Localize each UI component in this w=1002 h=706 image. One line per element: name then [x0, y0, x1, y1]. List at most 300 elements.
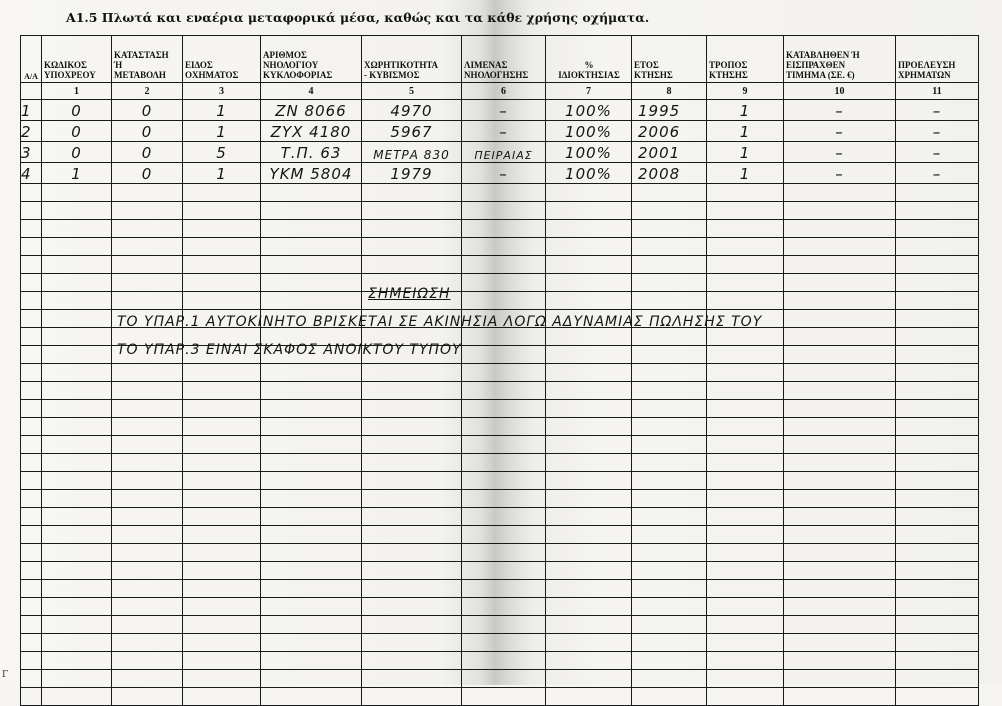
empty-cell — [784, 454, 896, 472]
empty-cell — [261, 418, 362, 436]
empty-cell — [896, 454, 979, 472]
empty-cell — [261, 436, 362, 454]
empty-table-row — [21, 580, 979, 598]
empty-cell — [42, 328, 112, 346]
empty-cell — [707, 364, 784, 382]
empty-cell — [707, 616, 784, 634]
empty-cell — [546, 292, 632, 310]
empty-cell — [362, 616, 462, 634]
empty-cell — [42, 310, 112, 328]
empty-cell — [896, 364, 979, 382]
cell-status-change: 0 — [112, 163, 183, 184]
empty-cell — [183, 292, 261, 310]
empty-cell — [462, 580, 546, 598]
empty-cell — [261, 598, 362, 616]
empty-cell — [42, 220, 112, 238]
empty-cell — [462, 436, 546, 454]
empty-cell — [42, 598, 112, 616]
column-number: 10 — [784, 83, 896, 100]
cell-registry-port: – — [462, 163, 546, 184]
empty-cell — [261, 400, 362, 418]
empty-cell — [261, 634, 362, 652]
empty-cell — [784, 526, 896, 544]
empty-cell — [112, 508, 183, 526]
empty-cell — [21, 652, 42, 670]
empty-table-row — [21, 292, 979, 310]
empty-cell — [261, 688, 362, 706]
empty-cell — [896, 634, 979, 652]
column-number: 3 — [183, 83, 261, 100]
empty-cell — [707, 526, 784, 544]
empty-cell — [707, 472, 784, 490]
empty-cell — [707, 652, 784, 670]
empty-cell — [42, 508, 112, 526]
empty-table-row — [21, 220, 979, 238]
cell-vehicle-type: 5 — [183, 142, 261, 163]
empty-cell — [546, 598, 632, 616]
empty-cell — [632, 580, 707, 598]
empty-cell — [896, 472, 979, 490]
empty-cell — [183, 364, 261, 382]
cell-status-change: 0 — [112, 142, 183, 163]
empty-cell — [261, 274, 362, 292]
header-registry-port: ΛΙΜΕΝΑΣ ΝΗΟΛΟΓΗΣΗΣ — [462, 36, 546, 83]
empty-cell — [462, 184, 546, 202]
empty-table-row — [21, 598, 979, 616]
empty-cell — [462, 400, 546, 418]
empty-cell — [261, 184, 362, 202]
empty-cell — [784, 634, 896, 652]
empty-cell — [183, 652, 261, 670]
empty-table-row — [21, 490, 979, 508]
cell-ownership-percent: 100% — [546, 121, 632, 142]
empty-cell — [42, 634, 112, 652]
empty-cell — [112, 364, 183, 382]
empty-cell — [183, 202, 261, 220]
empty-cell — [362, 634, 462, 652]
empty-cell — [21, 544, 42, 562]
empty-cell — [112, 688, 183, 706]
empty-table-row — [21, 436, 979, 454]
empty-cell — [362, 688, 462, 706]
empty-cell — [546, 472, 632, 490]
empty-table-row — [21, 562, 979, 580]
note-heading: ΣΗΜΕΙΩΣΗ — [368, 286, 451, 302]
empty-cell — [632, 526, 707, 544]
empty-cell — [261, 292, 362, 310]
empty-cell — [546, 616, 632, 634]
empty-cell — [462, 598, 546, 616]
empty-cell — [462, 220, 546, 238]
empty-cell — [183, 418, 261, 436]
empty-cell — [462, 508, 546, 526]
empty-cell — [21, 400, 42, 418]
empty-cell — [362, 256, 462, 274]
empty-cell — [707, 562, 784, 580]
column-number: 2 — [112, 83, 183, 100]
empty-cell — [183, 634, 261, 652]
column-number: 9 — [707, 83, 784, 100]
table-row — [21, 163, 979, 184]
empty-cell — [632, 238, 707, 256]
empty-table-row — [21, 652, 979, 670]
empty-cell — [784, 544, 896, 562]
empty-cell — [21, 616, 42, 634]
empty-cell — [632, 382, 707, 400]
cell-acquisition-year: 2001 — [632, 142, 707, 163]
empty-cell — [112, 184, 183, 202]
empty-cell — [42, 400, 112, 418]
empty-cell — [42, 616, 112, 634]
cell-aa: 1 — [21, 100, 42, 121]
column-number: 5 — [362, 83, 462, 100]
empty-cell — [896, 616, 979, 634]
cell-price-paid: – — [784, 142, 896, 163]
empty-table-row — [21, 400, 979, 418]
section-title: A1.5 Πλωτά και εναέρια μεταφορικά μέσα, καθώς και τα κάθε χρήσης οχήματα. — [66, 10, 650, 25]
cell-acquisition-method: 1 — [707, 100, 784, 121]
empty-cell — [21, 436, 42, 454]
empty-cell — [362, 400, 462, 418]
empty-cell — [21, 310, 42, 328]
empty-cell — [546, 562, 632, 580]
empty-cell — [112, 490, 183, 508]
empty-cell — [112, 598, 183, 616]
empty-cell — [112, 580, 183, 598]
empty-cell — [546, 184, 632, 202]
empty-cell — [546, 634, 632, 652]
cell-registration-number: ZN 8066 — [261, 100, 362, 121]
header-capacity: ΧΩΡΗΤΙΚΟΤΗΤΑ - ΚΥΒΙΣΜΟΣ — [362, 36, 462, 83]
empty-cell — [707, 382, 784, 400]
empty-cell — [183, 220, 261, 238]
empty-cell — [362, 220, 462, 238]
empty-cell — [21, 364, 42, 382]
empty-cell — [112, 292, 183, 310]
cell-capacity: 5967 — [362, 121, 462, 142]
empty-cell — [112, 454, 183, 472]
empty-cell — [462, 238, 546, 256]
empty-cell — [362, 598, 462, 616]
empty-cell — [707, 580, 784, 598]
empty-cell — [632, 364, 707, 382]
cell-capacity: 1979 — [362, 163, 462, 184]
empty-cell — [21, 526, 42, 544]
empty-cell — [707, 454, 784, 472]
empty-cell — [896, 292, 979, 310]
empty-cell — [632, 472, 707, 490]
note-line-2: ΤΟ ΥΠΑΡ.3 ΕΙΝΑΙ ΣΚΑΦΟΣ ΑΝΟΙΚΤΟΥ ΤΥΠΟΥ — [117, 342, 462, 358]
empty-cell — [183, 526, 261, 544]
cell-aa: 3 — [21, 142, 42, 163]
empty-cell — [21, 562, 42, 580]
cell-registry-port: – — [462, 121, 546, 142]
cell-funds-origin: – — [896, 142, 979, 163]
cell-ownership-percent: 100% — [546, 163, 632, 184]
empty-cell — [21, 382, 42, 400]
empty-cell — [21, 292, 42, 310]
empty-cell — [362, 418, 462, 436]
empty-cell — [546, 364, 632, 382]
empty-cell — [546, 526, 632, 544]
empty-cell — [183, 184, 261, 202]
empty-cell — [546, 202, 632, 220]
empty-cell — [261, 508, 362, 526]
empty-cell — [21, 346, 42, 364]
empty-cell — [632, 616, 707, 634]
header-ownership-percent: % ΙΔΙΟΚΤΗΣΙΑΣ — [546, 36, 632, 83]
cell-vehicle-type: 1 — [183, 121, 261, 142]
empty-cell — [462, 418, 546, 436]
cell-ownership-percent: 100% — [546, 100, 632, 121]
cell-capacity: ΜΕΤΡΑ 830 — [362, 142, 462, 163]
cell-taxpayer-code: 0 — [42, 121, 112, 142]
empty-cell — [21, 418, 42, 436]
empty-cell — [462, 634, 546, 652]
empty-cell — [462, 652, 546, 670]
cell-taxpayer-code: 0 — [42, 142, 112, 163]
empty-table-row — [21, 472, 979, 490]
empty-cell — [784, 382, 896, 400]
empty-cell — [896, 508, 979, 526]
empty-table-row — [21, 382, 979, 400]
empty-cell — [42, 490, 112, 508]
empty-cell — [183, 544, 261, 562]
empty-cell — [632, 328, 707, 346]
cell-price-paid: – — [784, 163, 896, 184]
empty-cell — [183, 472, 261, 490]
empty-cell — [362, 544, 462, 562]
empty-cell — [112, 526, 183, 544]
empty-cell — [784, 490, 896, 508]
empty-cell — [362, 436, 462, 454]
empty-cell — [112, 472, 183, 490]
empty-cell — [784, 400, 896, 418]
cell-aa: 2 — [21, 121, 42, 142]
empty-cell — [784, 220, 896, 238]
empty-cell — [896, 544, 979, 562]
empty-cell — [21, 202, 42, 220]
empty-cell — [261, 364, 362, 382]
empty-cell — [112, 634, 183, 652]
empty-cell — [896, 184, 979, 202]
empty-cell — [21, 184, 42, 202]
empty-cell — [546, 490, 632, 508]
empty-cell — [707, 436, 784, 454]
cell-funds-origin: – — [896, 100, 979, 121]
empty-cell — [362, 526, 462, 544]
empty-cell — [896, 580, 979, 598]
empty-cell — [896, 562, 979, 580]
cell-acquisition-method: 1 — [707, 142, 784, 163]
empty-cell — [784, 598, 896, 616]
empty-cell — [462, 562, 546, 580]
cell-acquisition-method: 1 — [707, 163, 784, 184]
empty-cell — [42, 562, 112, 580]
empty-table-row — [21, 364, 979, 382]
empty-cell — [183, 580, 261, 598]
empty-cell — [42, 454, 112, 472]
empty-cell — [707, 490, 784, 508]
empty-cell — [261, 490, 362, 508]
empty-cell — [546, 400, 632, 418]
empty-cell — [42, 418, 112, 436]
empty-cell — [896, 598, 979, 616]
header-row — [21, 36, 979, 83]
empty-cell — [362, 508, 462, 526]
empty-cell — [261, 454, 362, 472]
empty-cell — [632, 544, 707, 562]
empty-cell — [632, 652, 707, 670]
empty-cell — [183, 508, 261, 526]
empty-cell — [462, 382, 546, 400]
cell-registry-port: – — [462, 100, 546, 121]
empty-cell — [784, 202, 896, 220]
header-registration-number: ΑΡΙΘΜΟΣ ΝΗΟΛΟΓΙΟΥ ΚΥΚΛΟΦΟΡΙΑΣ — [261, 36, 362, 83]
empty-cell — [784, 256, 896, 274]
empty-cell — [546, 454, 632, 472]
empty-cell — [183, 490, 261, 508]
empty-cell — [707, 508, 784, 526]
empty-cell — [784, 436, 896, 454]
empty-table-row — [21, 256, 979, 274]
empty-cell — [784, 346, 896, 364]
empty-cell — [632, 634, 707, 652]
empty-cell — [546, 274, 632, 292]
empty-cell — [784, 508, 896, 526]
empty-table-row — [21, 616, 979, 634]
empty-cell — [183, 688, 261, 706]
vehicles-table — [20, 35, 979, 706]
empty-cell — [707, 544, 784, 562]
empty-cell — [896, 436, 979, 454]
empty-cell — [362, 382, 462, 400]
empty-cell — [896, 382, 979, 400]
empty-table-row — [21, 526, 979, 544]
empty-cell — [707, 184, 784, 202]
empty-cell — [112, 382, 183, 400]
cell-funds-origin: – — [896, 163, 979, 184]
empty-cell — [42, 544, 112, 562]
empty-cell — [261, 544, 362, 562]
empty-cell — [896, 310, 979, 328]
empty-cell — [21, 490, 42, 508]
margin-mark: Γ — [2, 670, 9, 680]
empty-table-row — [21, 202, 979, 220]
empty-cell — [462, 202, 546, 220]
column-number: 4 — [261, 83, 362, 100]
cell-status-change: 0 — [112, 100, 183, 121]
empty-cell — [462, 490, 546, 508]
empty-cell — [707, 256, 784, 274]
empty-cell — [896, 220, 979, 238]
empty-cell — [784, 328, 896, 346]
header-status-change: ΚΑΤΑΣΤΑΣΗ Ή ΜΕΤΑΒΟΛΗ — [112, 36, 183, 83]
header-aa: Α/Α — [21, 36, 42, 83]
empty-cell — [21, 256, 42, 274]
empty-cell — [896, 688, 979, 706]
empty-cell — [362, 580, 462, 598]
empty-cell — [42, 436, 112, 454]
empty-table-row — [21, 454, 979, 472]
empty-cell — [462, 364, 546, 382]
empty-cell — [183, 616, 261, 634]
empty-cell — [546, 436, 632, 454]
empty-cell — [546, 238, 632, 256]
empty-cell — [462, 274, 546, 292]
header-acquisition-year: ΕΤΟΣ ΚΤΗΣΗΣ — [632, 36, 707, 83]
column-number: 1 — [42, 83, 112, 100]
empty-cell — [784, 274, 896, 292]
cell-status-change: 0 — [112, 121, 183, 142]
empty-cell — [261, 382, 362, 400]
empty-cell — [261, 238, 362, 256]
empty-cell — [112, 274, 183, 292]
cell-acquisition-year: 2008 — [632, 163, 707, 184]
empty-cell — [632, 220, 707, 238]
empty-cell — [632, 598, 707, 616]
empty-cell — [112, 562, 183, 580]
empty-cell — [896, 256, 979, 274]
empty-cell — [261, 616, 362, 634]
empty-cell — [21, 472, 42, 490]
empty-cell — [707, 238, 784, 256]
empty-cell — [462, 292, 546, 310]
cell-taxpayer-code: 0 — [42, 100, 112, 121]
empty-cell — [362, 472, 462, 490]
empty-cell — [21, 634, 42, 652]
header-acquisition-method: ΤΡΟΠΟΣ ΚΤΗΣΗΣ — [707, 36, 784, 83]
empty-cell — [21, 238, 42, 256]
empty-cell — [362, 454, 462, 472]
empty-cell — [896, 652, 979, 670]
empty-cell — [546, 418, 632, 436]
cell-price-paid: – — [784, 121, 896, 142]
cell-funds-origin: – — [896, 121, 979, 142]
empty-cell — [896, 202, 979, 220]
empty-cell — [632, 688, 707, 706]
empty-cell — [896, 274, 979, 292]
empty-cell — [112, 400, 183, 418]
empty-cell — [462, 526, 546, 544]
empty-cell — [42, 238, 112, 256]
column-number — [21, 83, 42, 100]
empty-cell — [784, 616, 896, 634]
empty-cell — [707, 220, 784, 238]
empty-cell — [546, 220, 632, 238]
empty-cell — [546, 544, 632, 562]
column-number: 8 — [632, 83, 707, 100]
empty-cell — [546, 580, 632, 598]
empty-cell — [632, 346, 707, 364]
empty-cell — [784, 418, 896, 436]
empty-cell — [183, 238, 261, 256]
cell-registration-number: ZYX 4180 — [261, 121, 362, 142]
empty-cell — [896, 238, 979, 256]
empty-cell — [896, 328, 979, 346]
empty-cell — [362, 652, 462, 670]
empty-cell — [632, 508, 707, 526]
empty-cell — [896, 346, 979, 364]
empty-table-row — [21, 184, 979, 202]
empty-cell — [362, 490, 462, 508]
column-number: 7 — [546, 83, 632, 100]
empty-cell — [462, 328, 546, 346]
empty-cell — [362, 562, 462, 580]
empty-cell — [707, 202, 784, 220]
empty-cell — [112, 202, 183, 220]
empty-cell — [112, 418, 183, 436]
